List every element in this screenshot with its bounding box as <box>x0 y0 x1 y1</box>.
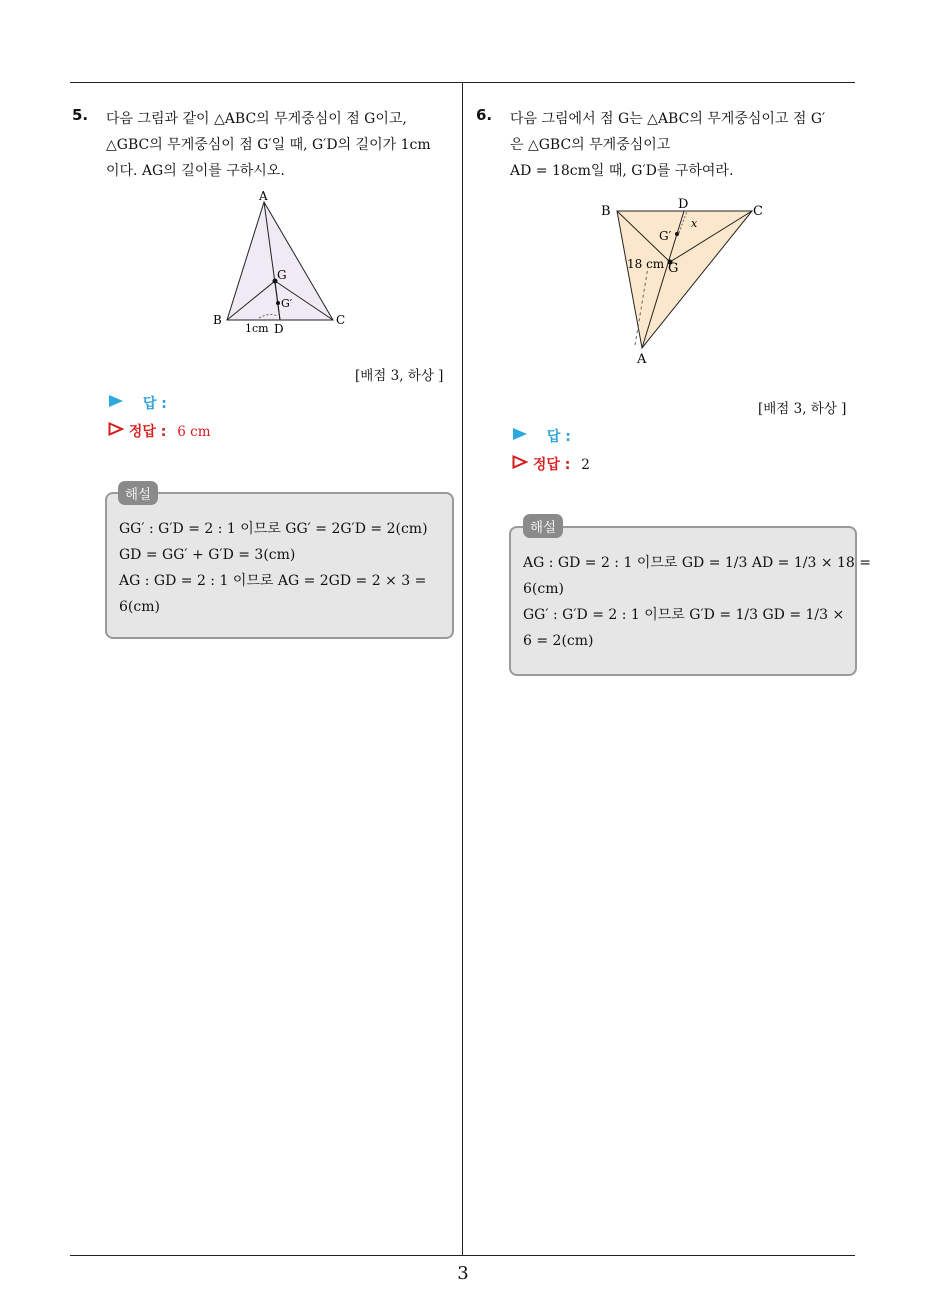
triangle-figure-6 <box>595 195 775 370</box>
solution-body <box>119 516 442 620</box>
column-divider <box>462 82 463 1256</box>
correct-row-6 <box>512 454 590 474</box>
correct-value: 6 cm <box>177 424 211 440</box>
solution-line: AG : GD = 2 : 1 이므로 AG = 2GD = 2 × 3 = <box>119 573 427 589</box>
score-6: [배점 3, 하상 ] <box>758 401 847 417</box>
label-g: G <box>277 268 287 282</box>
label-a: A <box>637 352 647 367</box>
answer-row-5 <box>108 393 167 413</box>
solution-tag: 해설 <box>523 514 563 538</box>
label-d: D <box>678 197 689 212</box>
correct-label: 정답 : <box>128 424 167 440</box>
stem-line: 다음 그림에서 점 G는 △ABC의 무게중심이고 점 G′ <box>510 111 826 127</box>
answer-label: 답 : <box>142 396 167 412</box>
problem-number: 6. <box>476 106 493 124</box>
play-triangle-icon <box>108 394 124 412</box>
solution-box-6 <box>509 526 871 676</box>
outline-triangle-icon <box>108 422 124 440</box>
bottom-rule <box>70 1255 855 1256</box>
solution-line: AG : GD = 2 : 1 이므로 GD = 1/3 AD = 1/3 × 18 = <box>523 555 871 571</box>
correct-value: 2 <box>581 457 590 473</box>
solution-body <box>523 550 871 654</box>
label-d: D <box>274 322 284 336</box>
label-x: x <box>691 217 698 230</box>
label-g: G <box>668 261 679 276</box>
answer-label: 답 : <box>546 429 571 445</box>
solution-line: 6 = 2(cm) <box>523 633 594 649</box>
correct-label: 정답 : <box>532 457 571 473</box>
solution-tag: 해설 <box>118 481 158 505</box>
label-c: C <box>336 313 346 327</box>
solution-line: GG′ : G′D = 2 : 1 이므로 GG′ = 2G′D = 2(cm) <box>119 521 428 537</box>
problem-number: 5. <box>72 106 89 124</box>
label-c: C <box>753 204 763 219</box>
solution-line: GG′ : G′D = 2 : 1 이므로 G′D = 1/3 GD = 1/3 × <box>523 607 845 623</box>
stem-line: AD = 18cm일 때, G′D를 구하여라. <box>510 163 734 179</box>
stem-line: 은 △GBC의 무게중심이고 <box>510 137 671 153</box>
answer-row-6 <box>512 426 571 446</box>
solution-box-5 <box>105 492 454 639</box>
label-g-prime: G′ <box>659 229 672 243</box>
solution-line: 6(cm) <box>523 581 564 597</box>
outline-triangle-icon <box>512 455 528 473</box>
problem-stem <box>106 106 456 184</box>
stem-line: 이다. AG의 길이를 구하시오. <box>106 163 285 179</box>
solution-line: GD = GG′ + G′D = 3(cm) <box>119 547 296 563</box>
score-5: [배점 3, 하상 ] <box>355 368 444 384</box>
play-triangle-icon <box>512 427 528 445</box>
solution-line: 6(cm) <box>119 599 160 615</box>
triangle-figure-5 <box>205 190 355 340</box>
label-length: 1cm <box>245 322 269 335</box>
label-length: 18 cm <box>627 257 665 271</box>
label-b: B <box>213 313 222 327</box>
page-number: 3 <box>457 1263 469 1284</box>
problem-stem <box>510 106 860 184</box>
label-a: A <box>259 190 268 203</box>
correct-row-5 <box>108 421 211 441</box>
label-b: B <box>601 204 611 219</box>
stem-line: △GBC의 무게중심이 점 G′일 때, G′D의 길이가 1cm <box>106 137 431 153</box>
label-g-prime: G′ <box>281 297 293 310</box>
stem-line: 다음 그림과 같이 △ABC의 무게중심이 점 G이고, <box>106 111 407 127</box>
